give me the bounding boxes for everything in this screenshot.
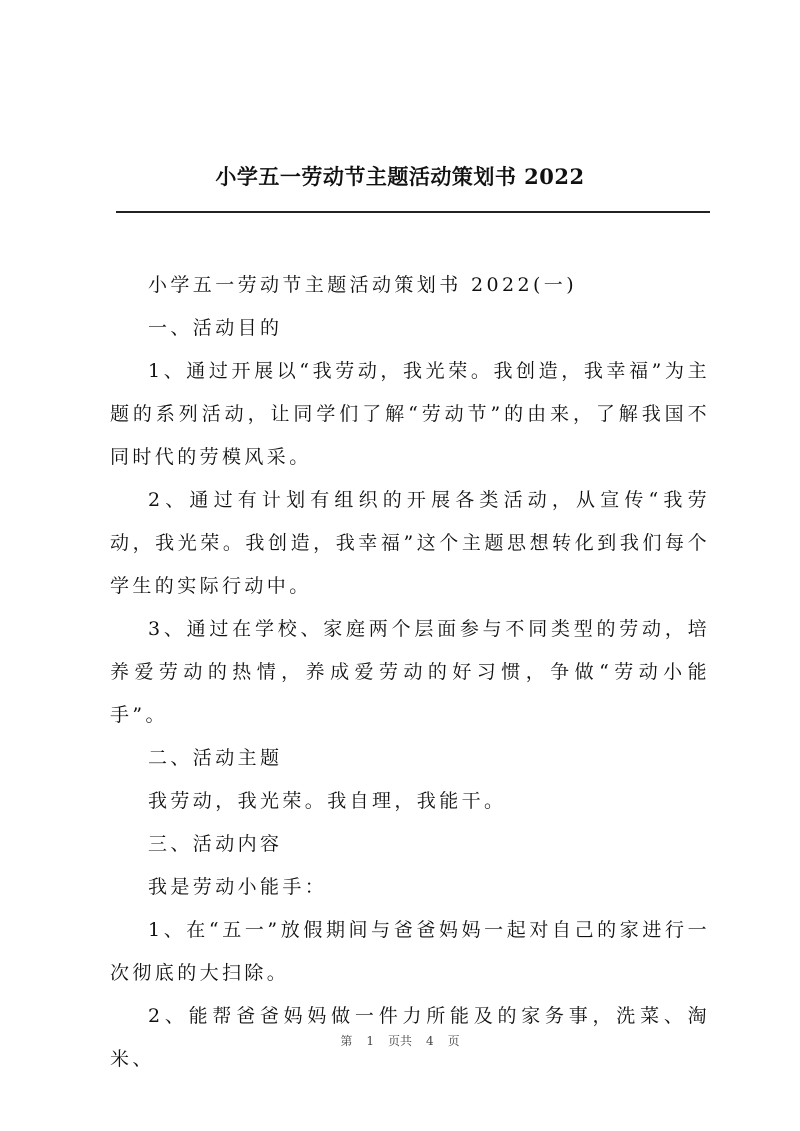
title-divider (116, 211, 710, 213)
paragraph-subtitle: 小学五一劳动节主题活动策划书 2022(一) (148, 274, 578, 296)
section-heading-theme: 二、活动主题 (148, 747, 283, 769)
page-footer (0, 1032, 800, 1050)
paragraph-purpose-1: 1、通过开展以“我劳动，我光荣。我创造，我幸福”为主题的系列活动，让同学们了解“劳动节”的由来，了解我国不同时代的劳模风采。 (110, 360, 710, 468)
section-heading-content: 三、活动内容 (148, 833, 283, 855)
footer-suffix: 页 (447, 1034, 460, 1048)
paragraph-purpose-3: 3、通过在学校、家庭两个层面参与不同类型的劳动，培养爱劳动的热情，养成爱劳动的好习惯，争做“劳动小能手”。 (110, 618, 710, 726)
footer-total-pages: 4 (426, 1034, 434, 1048)
section-heading-purpose: 一、活动目的 (148, 317, 283, 339)
paragraph-content-1: 1、在“五一”放假期间与爸爸妈妈一起对自己的家进行一次彻底的大扫除。 (110, 919, 710, 984)
paragraph-purpose-2: 2、通过有计划有组织的开展各类活动，从宣传“我劳动，我光荣。我创造，我幸福”这个主题思想转化到我们每个学生的实际行动中。 (110, 489, 710, 597)
paragraph-content-2: 2、能帮爸爸妈妈做一件力所能及的家务事，洗菜、淘米、 (110, 1005, 710, 1070)
footer-current-page: 1 (366, 1034, 374, 1048)
document-title: 小学五一劳动节主题活动策划书 2022 (215, 164, 585, 189)
document-body (110, 264, 710, 1081)
paragraph-content-intro: 我是劳动小能手： (148, 876, 328, 898)
footer-middle: 页共 (387, 1034, 412, 1048)
paragraph-theme: 我劳动，我光荣。我自理，我能干。 (148, 790, 507, 812)
footer-prefix: 第 (340, 1034, 353, 1048)
